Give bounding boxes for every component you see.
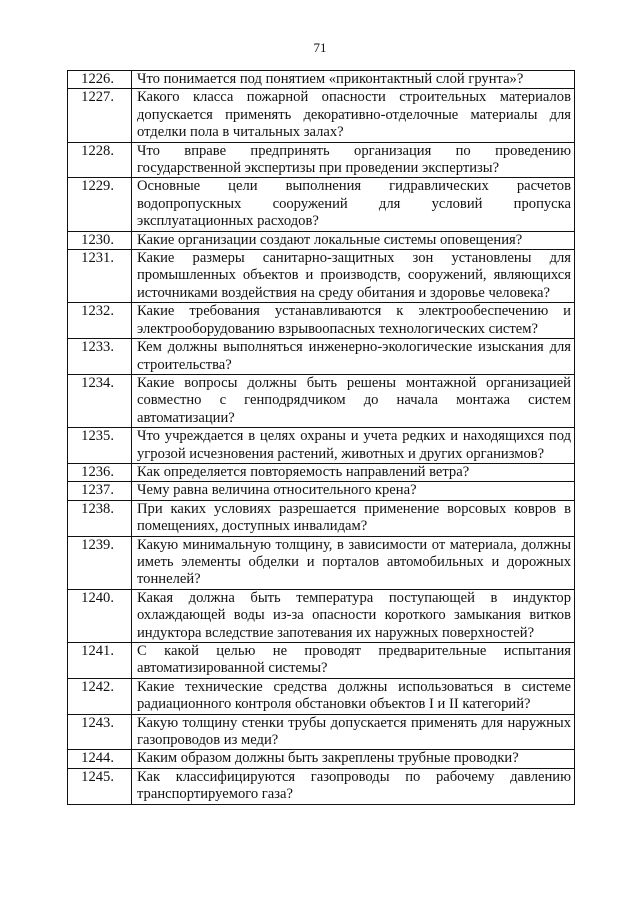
table-row: [68, 428, 575, 464]
question-text: Основные цели выполнения гидравлических расчетов водопропускных сооружений для условий пропуска эксплуатационных расходов?: [132, 178, 575, 231]
table-row: [68, 71, 575, 89]
question-number: 1232.: [68, 303, 132, 339]
question-text: Кем должны выполняться инженерно-экологические изыскания для строительства?: [132, 339, 575, 375]
table-row: [68, 89, 575, 142]
table-row: [68, 768, 575, 804]
question-text: Как классифицируются газопроводы по рабочему давлению транспортируемого газа?: [132, 768, 575, 804]
table-row: [68, 231, 575, 249]
question-text: Какую толщину стенки трубы допускается применять для наружных газопроводов из меди?: [132, 714, 575, 750]
question-number: 1244.: [68, 750, 132, 768]
table-row: [68, 536, 575, 589]
table-row: [68, 500, 575, 536]
question-text: Как определяется повторяемость направлений ветра?: [132, 463, 575, 481]
question-text: При каких условиях разрешается применение ворсовых ковров в помещениях, доступных инвалидам?: [132, 500, 575, 536]
table-row: [68, 589, 575, 642]
table-row: [68, 178, 575, 231]
page-number: 71: [313, 40, 327, 55]
table-row: [68, 678, 575, 714]
question-text: С какой целью не проводят предварительные испытания автоматизированной системы?: [132, 643, 575, 679]
question-text: Какие требования устанавливаются к электрообеспечению и электрооборудованию взрывоопасных технологических систем?: [132, 303, 575, 339]
question-text: Каким образом должны быть закреплены трубные проводки?: [132, 750, 575, 768]
question-number: 1233.: [68, 339, 132, 375]
question-number: 1235.: [68, 428, 132, 464]
table-row: [68, 643, 575, 679]
table-row: [68, 303, 575, 339]
question-text: Какие организации создают локальные системы оповещения?: [132, 231, 575, 249]
table-row: [68, 750, 575, 768]
question-number: 1238.: [68, 500, 132, 536]
question-text: Что учреждается в целях охраны и учета редких и находящихся под угрозой исчезновения растений, животных и других организмов?: [132, 428, 575, 464]
question-text: Какого класса пожарной опасности строительных материалов допускается применять декоративно-отделочные материалы для отделки пола в читальных залах?: [132, 89, 575, 142]
question-text: Какие технические средства должны использоваться в системе радиационного контроля обстановки объектов I и II категорий?: [132, 678, 575, 714]
question-number: 1227.: [68, 89, 132, 142]
table-row: [68, 339, 575, 375]
question-number: 1245.: [68, 768, 132, 804]
question-number: 1229.: [68, 178, 132, 231]
question-number: 1242.: [68, 678, 132, 714]
question-text: Какие размеры санитарно-защитных зон установлены для промышленных объектов и производств, сооружений, являющихся источниками воздействия на среду обитания и здоровье человека?: [132, 250, 575, 303]
questions-table: [67, 70, 575, 805]
question-text: Какая должна быть температура поступающей в индуктор охлаждающей воды из-за опасности короткого замыкания витков индуктора вследствие запотевания их наружных поверхностей?: [132, 589, 575, 642]
question-text: Какую минимальную толщину, в зависимости от материала, должны иметь элементы обделки и порталов автомобильных и дорожных тоннелей?: [132, 536, 575, 589]
question-text: Что понимается под понятием «приконтактный слой грунта»?: [132, 71, 575, 89]
question-number: 1236.: [68, 463, 132, 481]
table-row: [68, 142, 575, 178]
question-number: 1237.: [68, 482, 132, 500]
question-number: 1243.: [68, 714, 132, 750]
question-text: Чему равна величина относительного крена?: [132, 482, 575, 500]
table-row: [68, 463, 575, 481]
question-number: 1231.: [68, 250, 132, 303]
question-number: 1234.: [68, 374, 132, 427]
question-number: 1228.: [68, 142, 132, 178]
question-number: 1240.: [68, 589, 132, 642]
table-row: [68, 374, 575, 427]
question-text: Что вправе предпринять организация по проведению государственной экспертизы при проведении экспертизы?: [132, 142, 575, 178]
question-text: Какие вопросы должны быть решены монтажной организацией совместно с генподрядчиком до начала монтажа систем автоматизации?: [132, 374, 575, 427]
table-row: [68, 250, 575, 303]
table-row: [68, 482, 575, 500]
question-number: 1241.: [68, 643, 132, 679]
question-number: 1239.: [68, 536, 132, 589]
question-number: 1226.: [68, 71, 132, 89]
question-number: 1230.: [68, 231, 132, 249]
table-row: [68, 714, 575, 750]
